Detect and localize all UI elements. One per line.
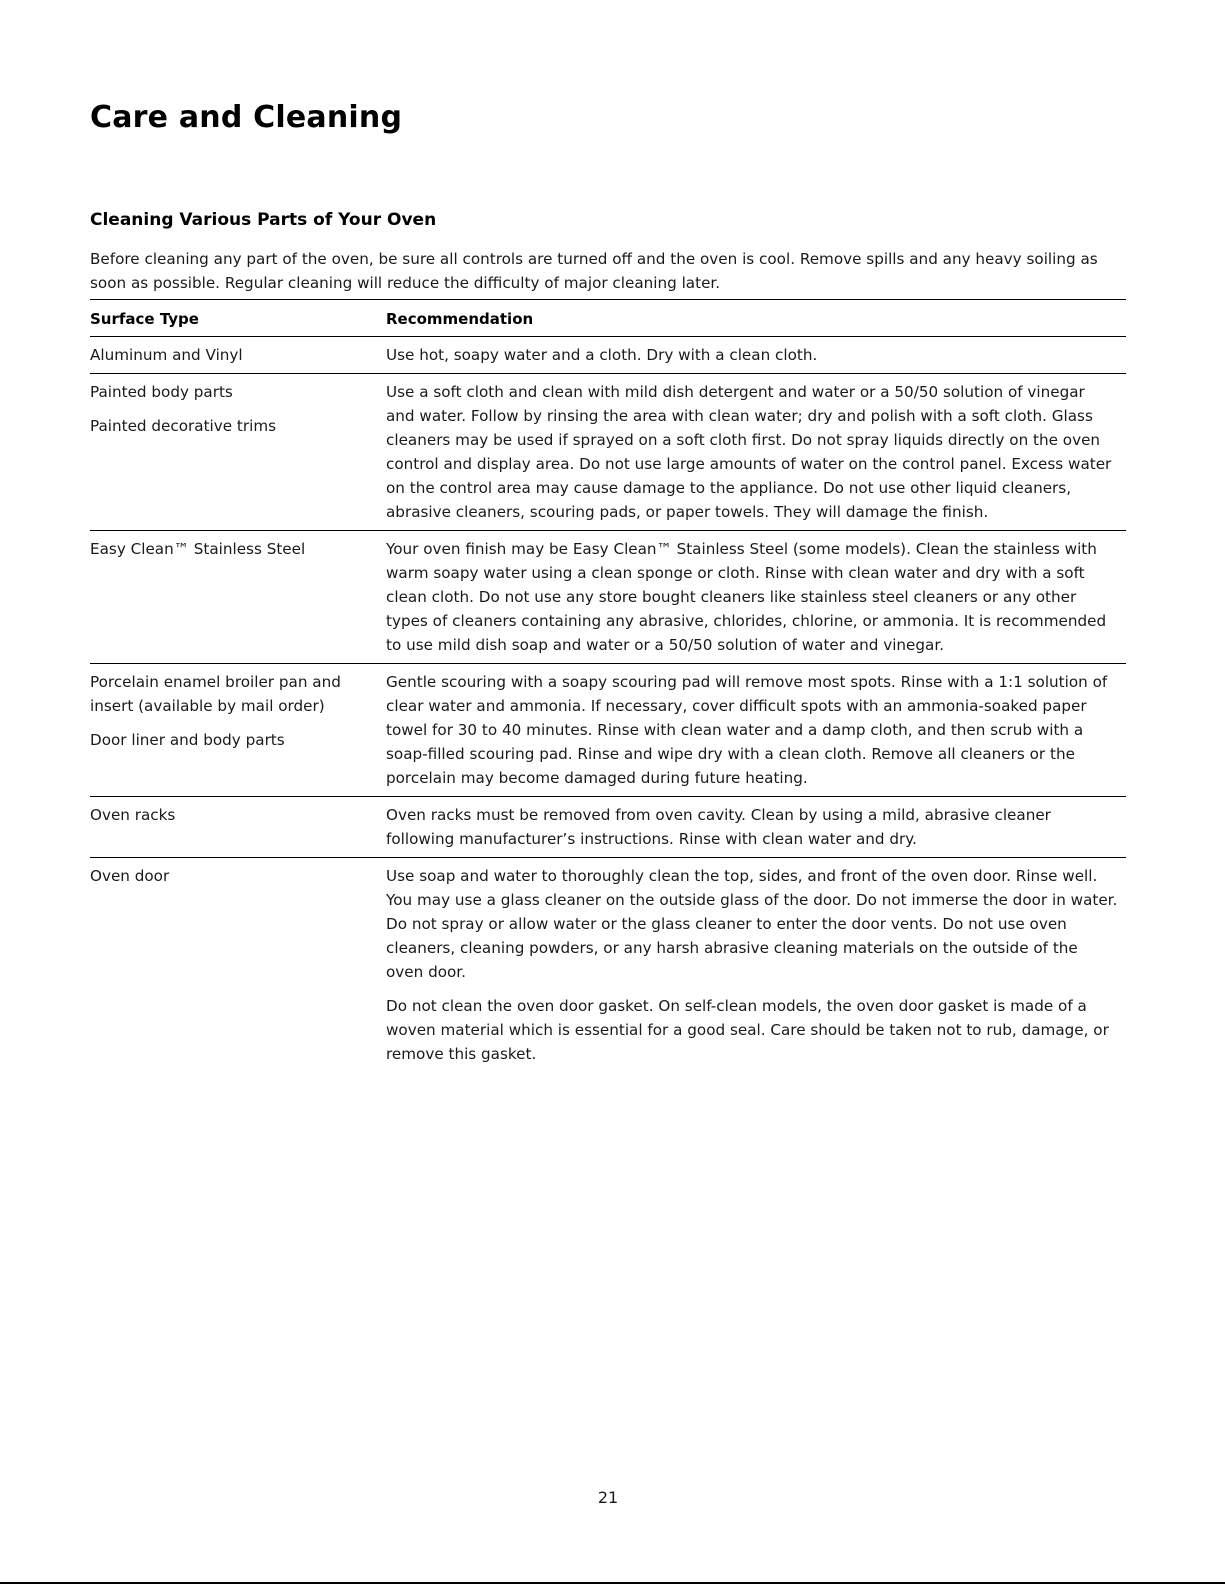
recommendation-cell	[386, 797, 1126, 858]
table-header-row	[90, 300, 1126, 337]
surface-cell	[90, 664, 386, 797]
surface-cell	[90, 797, 386, 858]
recommendation-text: Oven racks must be removed from oven cavity. Clean by using a mild, abrasive cleaner following manufacturer’s instructions. Rinse with clean water and dry.	[386, 806, 1051, 848]
table-row	[90, 337, 1126, 374]
recommendation-text: Do not clean the oven door gasket. On self-clean models, the oven door gasket is made of a woven material which is essential for a good seal. Care should be taken not to rub, damage, or remove this gasket.	[386, 997, 1109, 1063]
table-row	[90, 531, 1126, 664]
cleaning-table	[90, 299, 1126, 1072]
surface-label: Painted decorative trims	[90, 417, 277, 435]
surface-label: Easy Clean™ Stainless Steel	[90, 540, 306, 558]
table-row	[90, 858, 1126, 1073]
surface-cell	[90, 374, 386, 531]
table-row	[90, 664, 1126, 797]
manual-page	[90, 0, 1126, 1585]
surface-label: Porcelain enamel broiler pan and insert (available by mail order)	[90, 673, 341, 715]
recommendation-cell	[386, 531, 1126, 664]
surface-label: Door liner and body parts	[90, 731, 285, 749]
recommendation-cell	[386, 374, 1126, 531]
page-title: Care and Cleaning	[90, 100, 403, 135]
page-bottom-divider	[0, 1582, 1225, 1584]
surface-cell	[90, 858, 386, 1073]
recommendation-cell	[386, 858, 1126, 1073]
surface-label: Oven racks	[90, 806, 176, 824]
surface-label: Oven door	[90, 867, 170, 885]
surface-label: Painted body parts	[90, 383, 233, 401]
surface-label: Aluminum and Vinyl	[90, 346, 243, 364]
surface-cell	[90, 337, 386, 374]
recommendation-text: Use soap and water to thoroughly clean the top, sides, and front of the oven door. Rinse well. You may use a glass cleaner on the outside glass of the door. Do not immerse the door in water. Do not spray or allow water or the glass cleaner to enter the door vents. Do not use oven cleaners, cleaning powders, or any harsh abrasive cleaning materials on the outside of the oven door.	[386, 867, 1118, 981]
recommendation-text: Use hot, soapy water and a cloth. Dry with a clean cloth.	[386, 346, 818, 364]
recommendation-text: Gentle scouring with a soapy scouring pad will remove most spots. Rinse with a 1:1 solution of clear water and ammonia. If necessary, cover difficult spots with an ammonia-soaked paper towel for 30 to 40 minutes. Rinse with clean water and a damp cloth, and then scrub with a soap-filled scouring pad. Rinse and wipe dry with a clean cloth. Remove all cleaners or the porcelain may become damaged during future heating.	[386, 673, 1108, 787]
table-row	[90, 797, 1126, 858]
surface-type-header: Surface Type	[90, 300, 386, 337]
recommendation-text: Use a soft cloth and clean with mild dish detergent and water or a 50/50 solution of vinegar and water. Follow by rinsing the area with clean water; dry and polish with a soft cloth. Glass cleaners may be used if sprayed on a soft cloth first. Do not spray liquids directly on the oven control and display area. Do not use large amounts of water on the control panel. Excess water on the control area may cause damage to the appliance. Do not use other liquid cleaners, abrasive cleaners, scouring pads, or paper towels. They will damage the finish.	[386, 383, 1112, 521]
recommendation-header: Recommendation	[386, 300, 1126, 337]
recommendation-text: Your oven finish may be Easy Clean™ Stainless Steel (some models). Clean the stainless with warm soapy water using a clean sponge or cloth. Rinse with clean water and dry with a soft clean cloth. Do not use any store bought cleaners like stainless steel cleaners or any other types of cleaners containing any abrasive, chlorides, chlorine, or ammonia. It is recommended to use mild dish soap and water or a 50/50 solution of water and vinegar.	[386, 540, 1107, 654]
section-intro: Before cleaning any part of the oven, be sure all controls are turned off and the oven is cool. Remove spills and any heavy soiling as soon as possible. Regular cleaning will reduce the difficulty of major cleaning later.	[90, 250, 1098, 292]
section-title: Cleaning Various Parts of Your Oven	[90, 210, 437, 230]
table-row	[90, 374, 1126, 531]
recommendation-cell	[386, 664, 1126, 797]
surface-cell	[90, 531, 386, 664]
recommendation-cell	[386, 337, 1126, 374]
page-number: 21	[597, 1488, 619, 1507]
